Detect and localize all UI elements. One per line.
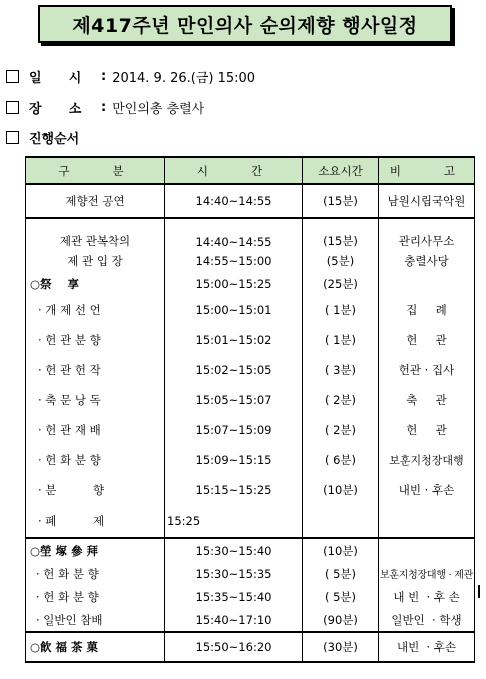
cell-duration: ( 1분) [303,325,379,355]
table-row [26,385,475,415]
cell-time: 14:55~15:00 [165,249,303,272]
checkbox-square-icon [6,101,19,114]
cell-time: 15:15~15:25 [165,475,303,505]
cell-item: · 일반인 참배 [26,608,165,632]
cell-duration: (90분) [303,608,379,632]
table-row [26,295,475,325]
cell-note: 축 관 [379,385,475,415]
cell-duration: (25분) [303,272,379,295]
header-duration: 소요시간 [303,157,379,184]
cell-item: · 분 향 [26,475,165,505]
cell-duration: (30분) [303,632,379,662]
cell-note: 보훈지청장대행 [379,445,475,475]
table-row [26,608,475,632]
table-row [26,538,475,562]
cell-note: 일반인 · 학생 [379,608,475,632]
header-category: 구 분 [26,157,165,184]
info-value: 2014. 9. 26.(금) 15:00 [112,71,256,86]
cell-item: · 헌 관 분 향 [26,325,165,355]
cell-time: 15:30~15:35 [165,562,303,585]
info-label: 장 소 [29,102,82,117]
cell-item: ○塋 塚 參 拜 [26,538,165,562]
cell-time: 14:40~14:55 [165,184,303,218]
colon: : [101,69,107,84]
cell-time: 15:35~15:40 [165,585,303,608]
cell-time: 15:00~15:25 [165,272,303,295]
table-row [26,505,475,538]
info-place [6,98,204,117]
cell-time: 15:50~16:20 [165,632,303,662]
checkbox-square-icon [6,70,19,83]
cell-time: 15:02~15:05 [165,355,303,385]
cell-note: 충렬사당 [379,249,475,272]
cell-item: · 헌 관 헌 작 [26,355,165,385]
cell-duration: (10분) [303,475,379,505]
colon: : [101,100,107,115]
schedule-table [25,156,475,663]
info-label: 일 시 [29,71,82,86]
cell-note: 보훈지청장대행 · 제관 [379,562,475,585]
cell-time: 15:09~15:15 [165,445,303,475]
cell-duration: ( 6분) [303,445,379,475]
cell-time: 15:00~15:01 [165,295,303,325]
cell-duration [303,505,379,538]
cell-item: · 폐 제 [26,505,165,538]
cell-note: 내 빈 · 후 손 [379,585,475,608]
header-note: 비 고 [379,157,475,184]
page-title: 제417주년 만인의사 순의제향 행사일정 [38,5,452,43]
table-row [26,325,475,355]
cell-note: 관리사무소 [379,218,475,249]
cell-time: 15:07~15:09 [165,415,303,445]
cell-note: 집 례 [379,295,475,325]
cell-item: 제 관 입 장 [26,249,165,272]
table-row [26,249,475,272]
table-row [26,585,475,608]
cell-duration: ( 5분) [303,585,379,608]
table-header [26,157,475,184]
side-marker [478,585,480,598]
checkbox-square-icon [6,131,19,144]
cell-duration: (10분) [303,538,379,562]
cell-note [379,538,475,562]
cell-duration: ( 1분) [303,295,379,325]
cell-duration: ( 2분) [303,385,379,415]
info-label: 진행순서 [29,132,80,147]
cell-item: · 헌 화 분 향 [26,562,165,585]
table-row [26,272,475,295]
cell-duration: (15분) [303,218,379,249]
cell-duration: ( 2분) [303,415,379,445]
cell-note: 남원시립국악원 [379,184,475,218]
table-row [26,562,475,585]
cell-note: 헌 관 [379,415,475,445]
cell-duration: (15분) [303,184,379,218]
cell-item: 제관 관복착의 [26,218,165,249]
cell-note: 헌 관 [379,325,475,355]
table-row [26,445,475,475]
cell-item: · 헌 화 분 향 [26,585,165,608]
table-row [26,355,475,385]
cell-note: 내빈 · 후손 [379,475,475,505]
cell-item: ○祭 享 [26,272,165,295]
cell-time: 14:40~14:55 [165,218,303,249]
table-row [26,218,475,249]
cell-item: · 헌 관 재 배 [26,415,165,445]
cell-note: 내빈 · 후손 [379,632,475,662]
cell-duration: ( 3분) [303,355,379,385]
table-row [26,415,475,445]
cell-duration: ( 5분) [303,562,379,585]
cell-note: 헌관 · 집사 [379,355,475,385]
info-order [6,128,101,147]
info-date [6,67,255,86]
cell-duration: (5분) [303,249,379,272]
cell-time: 15:25 [165,505,303,538]
table-row [26,184,475,218]
cell-time: 15:01~15:02 [165,325,303,355]
cell-item: · 축 문 낭 독 [26,385,165,415]
info-value: 만인의총 충렬사 [112,102,205,117]
cell-time: 15:40~17:10 [165,608,303,632]
cell-time: 15:05~15:07 [165,385,303,415]
cell-item: · 헌 화 분 향 [26,445,165,475]
cell-item: · 개 제 선 언 [26,295,165,325]
cell-note [379,272,475,295]
header-time: 시 간 [165,157,303,184]
table-row [26,475,475,505]
cell-item: ○飮 福 茶 菓 [26,632,165,662]
cell-item: 제향전 공연 [26,184,165,218]
cell-note [379,505,475,538]
table-row [26,632,475,662]
cell-time: 15:30~15:40 [165,538,303,562]
